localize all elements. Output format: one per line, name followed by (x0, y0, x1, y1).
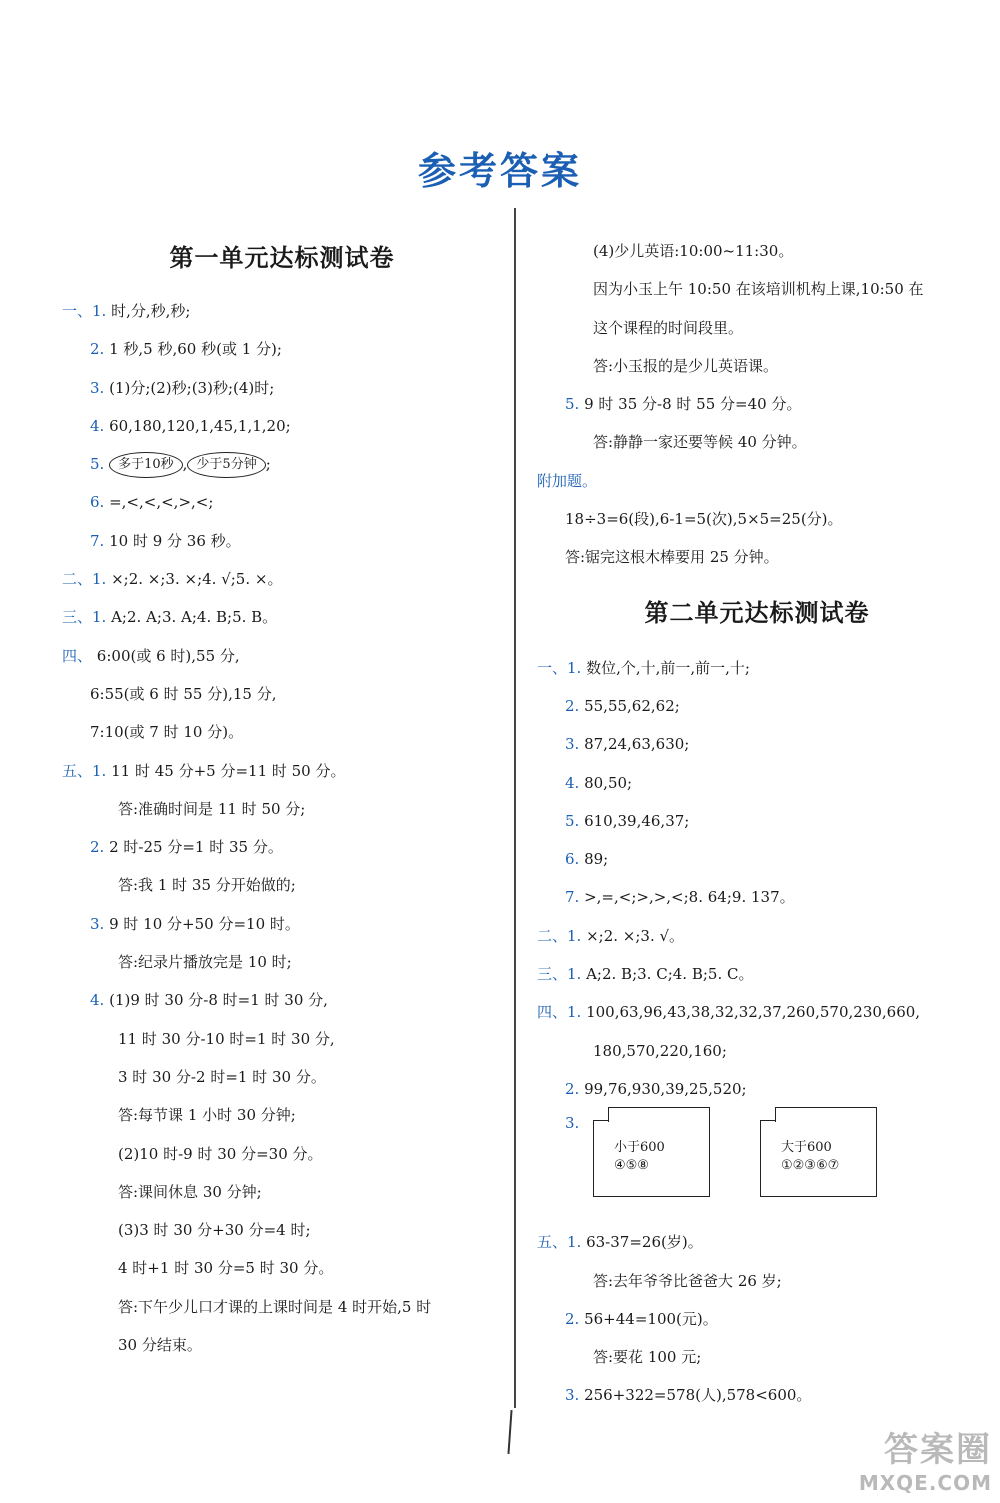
answer-text: 答:小玉报的是少儿英语课。 (593, 356, 779, 375)
answer-line (537, 802, 977, 840)
answer-line (537, 955, 977, 993)
box-label: 小于600 (614, 1140, 665, 1156)
answer-text: 4 时+1 时 30 分=5 时 30 分。 (118, 1259, 334, 1278)
answer-number: 2. (565, 696, 580, 715)
answer-number: 3. (565, 1114, 580, 1133)
answer-number: 二、1. (62, 570, 107, 589)
answer-text: (4)少儿英语:10:00~11:30。 (593, 242, 794, 260)
answer-text: 答:纪录片播放完是 10 时; (118, 953, 292, 972)
answer-line (62, 752, 502, 790)
answer-text: 60,180,120,1,45,1,1,20; (109, 416, 291, 435)
answer-line (537, 649, 977, 687)
box-less-than-600 (593, 1120, 710, 1197)
answer-text: 6:00(或 6 时),55 分, (96, 646, 240, 665)
answer-line (537, 1070, 977, 1108)
answer-text: 答:准确时间是 11 时 50 分; (118, 799, 306, 818)
answer-text: 99,76,930,39,25,520; (584, 1079, 747, 1098)
watermark-url: MXQE.COM (858, 1471, 992, 1495)
answer-line (62, 407, 502, 445)
column-divider-tail (507, 1410, 512, 1454)
answer-text: 56+44=100(元)。 (584, 1309, 718, 1328)
answer-text: >,=,<;>,>,<;8. 64;9. 137。 (584, 888, 795, 907)
answer-line (537, 687, 977, 725)
answer-number: 3. (90, 378, 105, 397)
oval-answer-1: 多于10秒 (109, 452, 183, 478)
answer-text: 数位,个,十,前一,前一,十; (586, 658, 750, 677)
box-lid (775, 1107, 877, 1122)
answer-text: 3 时 30 分-2 时=1 时 30 分。 (118, 1067, 326, 1086)
answer-number: 一、1. (537, 658, 582, 677)
answer-text: (1)分;(2)秒;(3)秒;(4)时; (109, 378, 275, 397)
answer-line (537, 1300, 977, 1338)
oval-separator: , (182, 455, 188, 474)
answer-line (62, 1096, 502, 1134)
answer-line (537, 347, 977, 385)
right-answer-list-2 (537, 1223, 977, 1414)
answer-text: 89; (584, 850, 609, 869)
answer-text: 7:10(或 7 时 10 分)。 (90, 723, 244, 742)
answer-text: 30 分结束。 (118, 1336, 202, 1355)
answer-text: 10 时 9 分 36 秒。 (109, 531, 241, 550)
answer-text: 63-37=26(岁)。 (586, 1233, 703, 1252)
answer-number: 3. (565, 1386, 580, 1405)
answer-line (62, 1058, 502, 1096)
answer-text: =,<,<,<,>,<; (109, 493, 214, 512)
watermark-text: 答案圈 (884, 1430, 992, 1470)
answer-number: 2. (565, 1309, 580, 1328)
answer-number: 五、1. (537, 1233, 582, 1252)
answer-number: 4. (90, 991, 105, 1010)
answer-line (537, 840, 977, 878)
answer-line (62, 790, 502, 828)
answer-line (62, 330, 502, 368)
answer-text: 180,570,220,160; (593, 1041, 727, 1060)
answer-text: 答:静静一家还要等候 40 分钟。 (593, 433, 807, 452)
answer-text: (2)10 时-9 时 30 分=30 分。 (118, 1144, 323, 1163)
answer-text: 256+322=578(人),578<600。 (584, 1386, 812, 1405)
answer-line (537, 1032, 977, 1070)
answer-number: 四、1. (537, 1003, 582, 1022)
answer-number: 2. (90, 340, 105, 359)
answer-line (62, 483, 502, 521)
answer-text: 87,24,63,630; (584, 735, 690, 754)
answer-text: 因为小玉上午 10:50 在该培训机构上课,10:50 在 (593, 280, 924, 299)
answer-line (537, 1223, 977, 1261)
answer-line (62, 1173, 502, 1211)
answer-line (537, 385, 977, 423)
answer-text: ×;2. ×;3. √。 (586, 926, 685, 945)
answer-text: 9 时 10 分+50 分=10 时。 (109, 914, 300, 933)
answer-number: 四、 (62, 646, 93, 665)
answer-number: 4. (565, 773, 580, 792)
answer-line (537, 270, 977, 308)
box-items: ④⑤⑧ (614, 1158, 649, 1174)
answer-line (537, 764, 977, 802)
answer-line (62, 675, 502, 713)
answer-number: 一、1. (62, 302, 107, 320)
answer-text: 答:课间休息 30 分钟; (118, 1182, 262, 1201)
answer-text: 18÷3=6(段),6-1=5(次),5×5=25(分)。 (565, 510, 843, 529)
page-title: 参考答案 (417, 149, 582, 193)
answer-text: 答:去年爷爷比爸爸大 26 岁; (593, 1271, 782, 1290)
answer-number: 4. (90, 416, 105, 435)
box-label: 大于600 (781, 1140, 832, 1156)
box-greater-than-600 (760, 1120, 877, 1197)
box-items: ①②③⑥⑦ (781, 1158, 840, 1174)
answer-line (62, 828, 502, 866)
answer-text: 答:我 1 时 35 分开始做的; (118, 876, 296, 895)
answer-line (62, 1211, 502, 1249)
answer-line (62, 369, 502, 407)
box-diagram-row (537, 1108, 977, 1223)
answer-number: 5. (565, 811, 580, 830)
answer-text: 11 时 45 分+5 分=11 时 50 分。 (111, 761, 346, 780)
answer-line-ovals (62, 445, 502, 483)
answer-text: 1 秒,5 秒,60 秒(或 1 分); (109, 340, 282, 359)
answer-text: 答:每节课 1 小时 30 分钟; (118, 1106, 296, 1125)
right-continued-answers (537, 232, 977, 577)
answer-line (537, 917, 977, 955)
answer-text: (1)9 时 30 分-8 时=1 时 30 分, (109, 991, 328, 1010)
answer-text: 55,55,62,62; (584, 696, 680, 715)
answer-line (537, 500, 977, 538)
answer-text: A;2. B;3. C;4. B;5. C。 (586, 965, 754, 984)
answer-line (62, 1288, 502, 1326)
answer-text: 100,63,96,43,38,32,32,37,260,570,230,660, (586, 1003, 921, 1022)
answer-line (62, 1020, 502, 1058)
answer-line (62, 1135, 502, 1173)
answer-number: 二、1. (537, 926, 582, 945)
answer-text: (3)3 时 30 分+30 分=4 时; (118, 1221, 311, 1240)
answer-text: 答:要花 100 元; (593, 1348, 702, 1367)
answer-line (62, 943, 502, 981)
answer-line (537, 1376, 977, 1414)
answer-line (537, 232, 977, 270)
left-answer-list-2 (62, 483, 502, 1364)
answer-line (537, 1262, 977, 1300)
oval-end: ; (265, 455, 271, 474)
answer-line (62, 1249, 502, 1287)
answer-text: A;2. A;3. A;4. B;5. B。 (111, 608, 278, 627)
right-answer-list (537, 649, 977, 1109)
answer-line (62, 981, 502, 1019)
answer-number: 2. (565, 1079, 580, 1098)
answer-line (537, 462, 977, 500)
answer-line (62, 560, 502, 598)
answer-number: 6. (90, 493, 105, 512)
answer-line (537, 725, 977, 763)
answer-line (62, 1326, 502, 1364)
answer-line (62, 713, 502, 751)
answer-text: 80,50; (584, 773, 633, 792)
answer-line (62, 637, 502, 675)
answer-number: 7. (565, 888, 580, 907)
section-heading-unit-2: 第二单元达标测试卷 (644, 598, 870, 627)
answer-text: 6:55(或 6 时 55 分),15 分, (90, 684, 277, 703)
answer-line (537, 423, 977, 461)
answer-text: 答:下午少儿口才课的上课时间是 4 时开始,5 时 (118, 1297, 432, 1316)
answer-line (537, 1338, 977, 1376)
answer-text: ×;2. ×;3. ×;4. √;5. ×。 (111, 570, 283, 589)
answer-number: 三、1. (62, 608, 107, 627)
left-answer-list (62, 292, 502, 445)
answer-number: 5. (90, 455, 105, 474)
answer-text: 2 时-25 分=1 时 35 分。 (109, 838, 283, 857)
answer-line (62, 866, 502, 904)
answer-number: 6. (565, 850, 580, 869)
answer-text: 时,分,秒,秒; (111, 302, 191, 320)
answer-line (62, 292, 502, 330)
answer-number: 五、1. (62, 761, 107, 780)
answer-text: 610,39,46,37; (584, 811, 690, 830)
answer-line (62, 905, 502, 943)
answer-text: 11 时 30 分-10 时=1 时 30 分, (118, 1029, 335, 1048)
answer-number: 5. (565, 395, 580, 414)
answer-number: 7. (90, 531, 105, 550)
answer-number: 3. (90, 914, 105, 933)
answer-line (537, 878, 977, 916)
box-lid (608, 1107, 710, 1122)
column-divider (514, 208, 516, 1408)
answer-line (62, 598, 502, 636)
left-column (62, 232, 502, 1364)
right-column (537, 232, 977, 1415)
answer-number: 2. (90, 838, 105, 857)
answer-line (537, 309, 977, 347)
oval-answer-2: 少于5分钟 (187, 452, 265, 478)
answer-text: 9 时 35 分-8 时 55 分=40 分。 (584, 395, 802, 414)
answer-line (537, 538, 977, 576)
section-heading-unit-1: 第一单元达标测试卷 (169, 244, 395, 272)
answer-line (62, 522, 502, 560)
answer-number: 三、1. (537, 965, 582, 984)
answer-text: 这个课程的时间段里。 (593, 318, 744, 337)
answer-line (537, 993, 977, 1031)
answer-number: 附加题。 (537, 471, 598, 490)
answer-text: 答:锯完这根木棒要用 25 分钟。 (565, 548, 779, 567)
answer-number: 3. (565, 735, 580, 754)
watermark (859, 1422, 992, 1495)
